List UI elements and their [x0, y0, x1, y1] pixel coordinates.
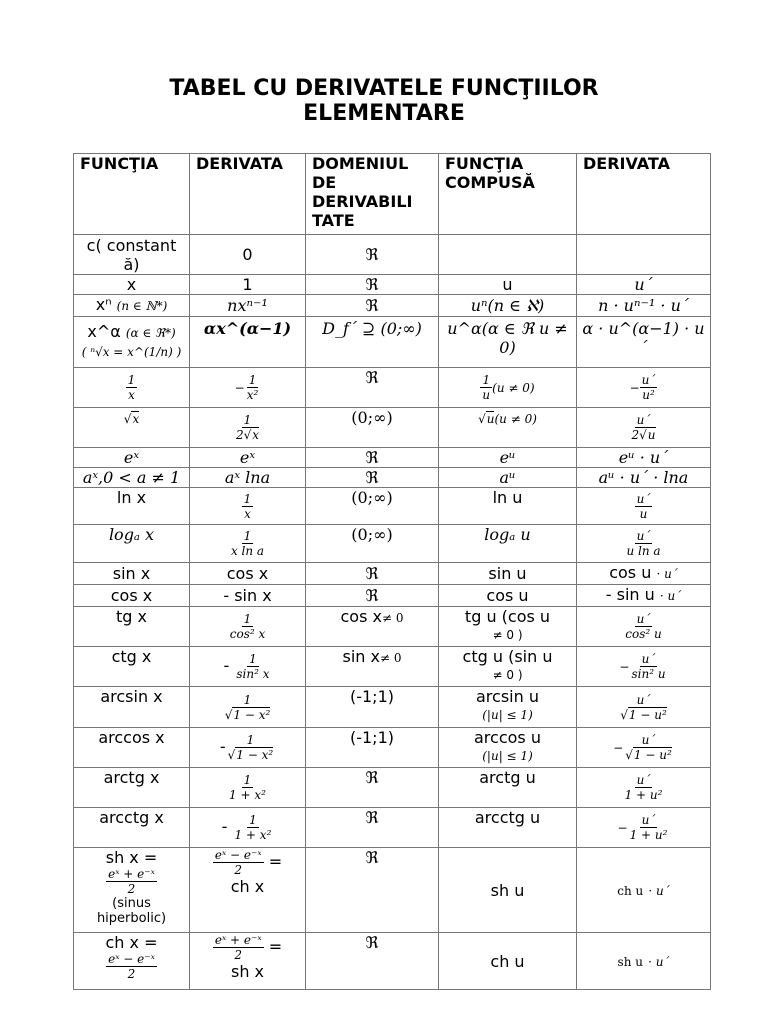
table-header-row: [74, 154, 711, 235]
table-row: [74, 585, 711, 607]
function-note: ( ⁿ√x = x^(1/n) ): [81, 345, 182, 359]
cell-domain: (-1;1): [306, 728, 439, 768]
cell-derivative: - $\frac{1}{\text{sin² x}}$: [190, 647, 306, 687]
table-row: [74, 768, 711, 808]
cell-composite-derivative: − $\frac{u´}{\text{u²}}$: [577, 368, 711, 408]
cell-domain: ℜ: [306, 368, 439, 408]
table-row: [74, 295, 711, 317]
cell-function: tg x: [74, 607, 190, 647]
cell-derivative: cos x: [190, 563, 306, 585]
cell-function: sin x: [74, 563, 190, 585]
cell-composite: aᵘ: [439, 468, 577, 488]
header-derivata-compusa: DERIVATA: [577, 154, 711, 235]
cell-composite-derivative: − $\frac{u´}{\text{sin² u}}$: [577, 647, 711, 687]
function-note: (sinus hiperbolic): [96, 896, 167, 926]
cell-derivative: [190, 607, 306, 647]
cell-derivative: [190, 525, 306, 563]
cell-domain: ℜ: [306, 848, 439, 933]
header-functia-compusa: FUNCŢIA COMPUSĂ: [439, 154, 577, 235]
table-row: [74, 728, 711, 768]
table-row: [74, 408, 711, 448]
header-derivata: DERIVATA: [190, 154, 306, 235]
fraction: $\frac{1}{\text{sin² x}}$: [236, 652, 270, 681]
cell-derivative: 0: [190, 235, 306, 275]
cell-domain: (0;∞): [306, 525, 439, 563]
cell-derivative: eˣ: [190, 448, 306, 468]
cell-domain: ℜ: [306, 768, 439, 808]
table-row: [74, 687, 711, 728]
cell-composite: sh u: [439, 848, 577, 933]
fraction: $\frac{\text{eˣ + e⁻ˣ}}{2}$: [108, 867, 155, 896]
fraction: $\frac{u´}{\text{1 + u²}}$: [624, 773, 663, 802]
fraction: $\frac{1}{\text{1 + x²}}$: [234, 813, 272, 842]
cell-domain: ℜ: [306, 808, 439, 848]
cell-domain: ℜ: [306, 448, 439, 468]
cell-derivative: 1: [190, 275, 306, 295]
cell-composite-derivative: cos u · u´: [577, 563, 711, 585]
cell-composite: arccos u (|u| ≤ 1): [439, 728, 577, 768]
cell-composite: logₐ u: [439, 525, 577, 563]
cell-function: ctg x: [74, 647, 190, 687]
table-row: [74, 468, 711, 488]
table-row: [74, 275, 711, 295]
table-row: [74, 488, 711, 525]
cell-domain: ℜ: [306, 585, 439, 607]
cell-composite-derivative: [577, 607, 711, 647]
fraction: $\frac{1}{\text{1 + x²}}$: [229, 773, 266, 802]
cell-function: eˣ: [74, 448, 190, 468]
cell-composite-derivative: n · uⁿ⁻¹ · u´: [577, 295, 711, 317]
cell-domain: ℜ: [306, 468, 439, 488]
cell-composite: eᵘ: [439, 448, 577, 468]
cell-function: logₐ x: [74, 525, 190, 563]
cell-function: arcsin x: [74, 687, 190, 728]
cell-derivative: aˣ lna: [190, 468, 306, 488]
cell-domain: D_f´ ⊇ (0;∞): [306, 317, 439, 368]
fraction: $\frac{u´}{2√u}$: [631, 413, 656, 442]
title-line-1: TABEL CU DERIVATELE FUNCŢIILOR: [169, 76, 599, 101]
cell-composite-derivative: α · u^(α−1) · u´: [577, 317, 711, 368]
cell-composite: ctg u (sin u ≠ 0 ): [439, 647, 577, 687]
cell-derivative: [190, 687, 306, 728]
fraction: $\frac{1}{\text{√1 − x²}}$: [227, 733, 274, 762]
cell-function: [74, 368, 190, 408]
cell-function: c( constant ă): [74, 235, 190, 275]
fraction: $\frac{u´}{\text{1 + u²}}$: [629, 813, 668, 842]
cell-composite-derivative: [577, 687, 711, 728]
fraction: $\frac{u´}{\text{u ln a}}$: [626, 529, 661, 558]
cell-domain: ℜ: [306, 933, 439, 990]
cell-composite: $\frac{1}{u}$ (u ≠ 0): [439, 368, 577, 408]
fraction: $\frac{\text{eˣ − e⁻ˣ}}{2}$: [214, 848, 262, 877]
cell-derivative: - sin x: [190, 585, 306, 607]
fraction: $\frac{u´}{\text{√1 − u²}}$: [620, 692, 667, 722]
cell-derivative: $\frac{\text{eˣ − e⁻ˣ}}{2}$ = ch x: [190, 848, 306, 933]
page-title: [0, 76, 768, 126]
cell-function: x: [74, 275, 190, 295]
cell-derivative: [190, 768, 306, 808]
fraction: $\frac{1}{\text{cos² x}}$: [229, 612, 266, 641]
table-row: [74, 607, 711, 647]
cell-composite: ln u: [439, 488, 577, 525]
cell-domain: ℜ: [306, 295, 439, 317]
cell-composite-derivative: eᵘ · u´: [577, 448, 711, 468]
table-row: [74, 235, 711, 275]
cell-derivative: αx^(α−1): [190, 317, 306, 368]
function-expr: x^α: [87, 322, 121, 341]
cell-composite: u^α(α ∈ ℜ u ≠ 0): [439, 317, 577, 368]
cell-derivative: - $\frac{1}{\text{√1 − x²}}$: [190, 728, 306, 768]
fraction: $\frac{u´}{u}$: [636, 491, 651, 521]
cell-composite-derivative: sh u · u´: [577, 933, 711, 990]
derivatives-table: [73, 153, 711, 990]
cell-composite: arctg u: [439, 768, 577, 808]
table-row: [74, 848, 711, 933]
cell-domain: ℜ: [306, 275, 439, 295]
cell-domain: (0;∞): [306, 488, 439, 525]
cell-domain: ℜ: [306, 563, 439, 585]
cell-domain: sin x≠ 0: [306, 647, 439, 687]
fraction: $\frac{u´}{\text{sin² u}}$: [631, 652, 666, 681]
cell-function: arccos x: [74, 728, 190, 768]
table-row: [74, 933, 711, 990]
cell-derivative: nxⁿ⁻¹: [190, 295, 306, 317]
cell-derivative: [190, 488, 306, 525]
table-row: [74, 647, 711, 687]
fraction: $\frac{u´}{\text{√1 − u²}}$: [625, 733, 672, 762]
cell-function: sh x = $\frac{\text{eˣ + e⁻ˣ}}{2}$ (sinus hiperbolic): [74, 848, 190, 933]
cell-composite: ch u: [439, 933, 577, 990]
table-row: [74, 525, 711, 563]
table-row: [74, 368, 711, 408]
cell-derivative: [190, 408, 306, 448]
cell-composite-derivative: - sin u · u´: [577, 585, 711, 607]
cell-function: arctg x: [74, 768, 190, 808]
fraction: $\frac{1}{x}$: [127, 373, 136, 402]
cell-domain: (0;∞): [306, 408, 439, 448]
fraction: $\frac{1}{x}$: [243, 491, 252, 521]
cell-composite-derivative: [577, 525, 711, 563]
cell-composite-derivative: [577, 408, 711, 448]
cell-domain: ℜ: [306, 235, 439, 275]
fraction: $\frac{1}{u}$: [482, 373, 491, 402]
cell-composite-derivative: [577, 768, 711, 808]
cell-function: ch x = $\frac{\text{eˣ − e⁻ˣ}}{2}$: [74, 933, 190, 990]
fraction: $\frac{\text{eˣ − e⁻ˣ}}{2}$: [108, 952, 155, 981]
cell-composite: √u(u ≠ 0): [439, 408, 577, 448]
cell-function: √x: [74, 408, 190, 448]
function-expr: xⁿ: [95, 295, 112, 314]
table-row: [74, 448, 711, 468]
cell-composite-derivative: u´: [577, 275, 711, 295]
table-row: [74, 808, 711, 848]
cell-domain: (-1;1): [306, 687, 439, 728]
fraction: $\frac{1}{2√x}$: [235, 413, 260, 442]
cell-composite-derivative: ch u · u´: [577, 848, 711, 933]
cell-composite: u: [439, 275, 577, 295]
fraction: $\frac{u´}{\text{u²}}$: [641, 373, 656, 402]
cell-composite: cos u: [439, 585, 577, 607]
cell-derivative: − $\frac{1}{\text{x²}}$: [190, 368, 306, 408]
cell-composite-derivative: − $\frac{u´}{\text{√1 − u²}}$: [577, 728, 711, 768]
cell-function: [74, 295, 190, 317]
cell-derivative: $\frac{\text{eˣ + e⁻ˣ}}{2}$ = sh x: [190, 933, 306, 990]
cell-function: ln x: [74, 488, 190, 525]
cell-function: aˣ,0 < a ≠ 1: [74, 468, 190, 488]
fraction: $\frac{\text{eˣ + e⁻ˣ}}{2}$: [214, 933, 262, 962]
cell-composite: arcsin u (|u| ≤ 1): [439, 687, 577, 728]
table-row: [74, 317, 711, 368]
cell-derivative: - $\frac{1}{\text{1 + x²}}$: [190, 808, 306, 848]
fraction: $\frac{1}{\text{x²}}$: [246, 373, 259, 402]
header-functia: FUNCŢIA: [74, 154, 190, 235]
cell-composite-derivative: [577, 488, 711, 525]
cell-composite: [439, 235, 577, 275]
cell-composite-derivative: − $\frac{u´}{\text{1 + u²}}$: [577, 808, 711, 848]
cell-composite: tg u (cos u ≠ 0 ): [439, 607, 577, 647]
title-line-2: ELEMENTARE: [303, 101, 465, 126]
cell-composite: sin u: [439, 563, 577, 585]
function-condition: (α ∈ ℜ*): [125, 326, 176, 340]
fraction: $\frac{u´}{\text{cos² u}}$: [625, 612, 662, 641]
table-row: [74, 563, 711, 585]
fraction: $\frac{1}{\text{x ln a}}$: [230, 529, 265, 558]
fraction: $\frac{1}{\text{√1 − x²}}$: [224, 692, 271, 722]
cell-composite: arcctg u: [439, 808, 577, 848]
cell-function: [74, 317, 190, 368]
cell-composite: uⁿ(n ∈ ℵ): [439, 295, 577, 317]
cell-composite-derivative: aᵘ · u´ · lna: [577, 468, 711, 488]
cell-function: cos x: [74, 585, 190, 607]
cell-function: arcctg x: [74, 808, 190, 848]
cell-composite-derivative: [577, 235, 711, 275]
header-domeniul: DOMENIUL DE DERIVABILI TATE: [306, 154, 439, 235]
function-condition: (n ∈ ℕ*): [116, 299, 168, 313]
cell-domain: cos x≠ 0: [306, 607, 439, 647]
